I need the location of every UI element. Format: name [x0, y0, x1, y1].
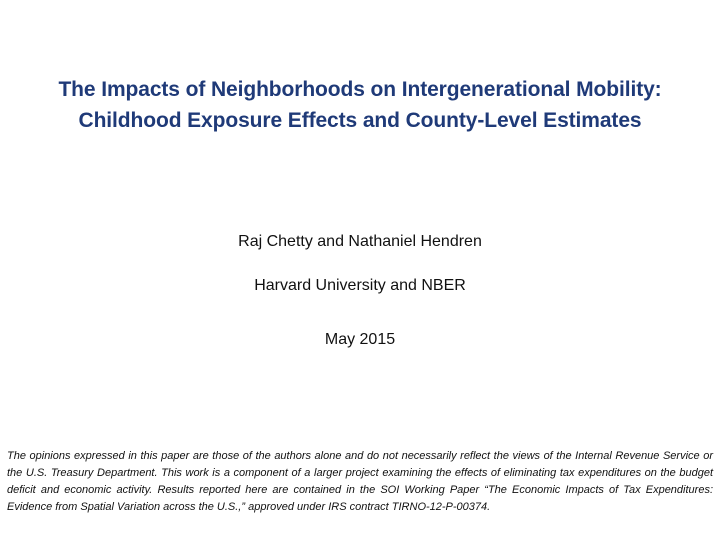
presentation-date: May 2015	[324, 331, 396, 348]
affiliation: Harvard University and NBER	[254, 277, 466, 294]
disclaimer-text: The opinions expressed in this paper are those of the authors alone and do not necessarily reflect the views of the Internal Revenue Service or the U.S. Treasury Department. This work is a component of a larger project examining the effects of eliminating tax expenditures on the budget deficit and economic activity. Results reported here are contained in the SOI Working Paper “The Economic Impacts of Tax Expenditures: Evidence from Spatial Variation across the U.S.,” approved under IRS contract TIRNO-12-P-00374.	[7, 450, 713, 513]
slide-title-line-2: Childhood Exposure Effects and County-Level Estimates	[78, 109, 642, 132]
authors: Raj Chetty and Nathaniel Hendren	[238, 233, 482, 250]
slide-title	[10, 74, 710, 136]
slide-title-line-1: The Impacts of Neighborhoods on Intergenerational Mobility:	[58, 78, 662, 101]
